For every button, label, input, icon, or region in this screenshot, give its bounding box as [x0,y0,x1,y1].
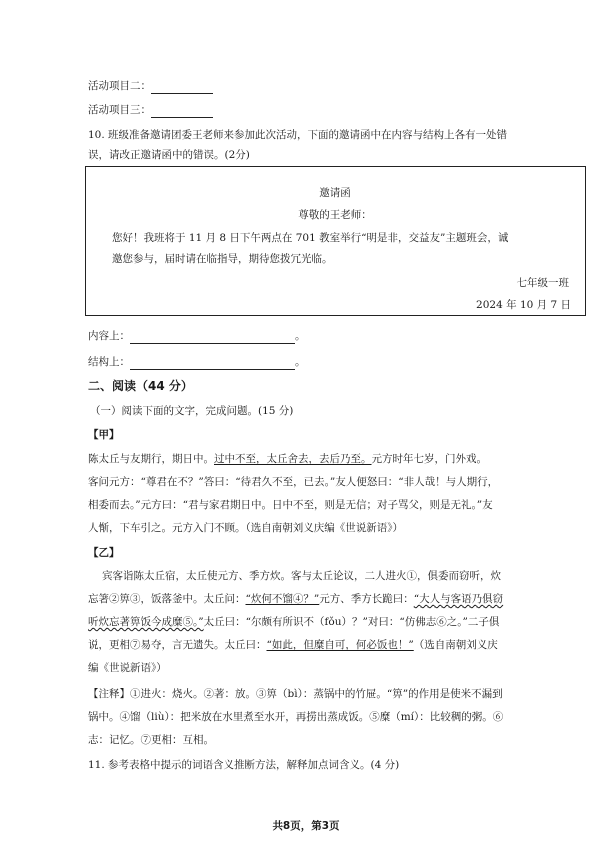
activity-item-2-label: 活动项目二： [88,80,151,92]
passage-jia-line-1-b: 过中不至，太丘舍去，去后乃至。 [214,453,372,465]
question-10-line-1: 10. 班级准备邀请团委王老师来参加此次活动，下面的邀请函中在内容与结构上各有一处错 [88,129,508,141]
letter-body-line-1: 您好！我班将于 11 月 8 日下午两点在 701 教室举行“明是非，交益友”主题班会，诚 [112,232,509,244]
answer-content-label: 内容上： [88,330,130,342]
passage-jia-label: 【甲】 [88,429,120,441]
letter-signature: 七年级一班 [516,277,569,289]
passage-yi-line-2-a: 忘箸②箅③，饭落釜中。太丘问： [88,593,246,605]
question-11: 11. 参考表格中提示的词语含义推断方法，解释加点词含义。(4 分) [88,759,400,771]
passage-yi-line-2-d: “大人与客语乃俱窃 [413,593,504,605]
section-2-heading: 二、阅读（44 分） [88,379,193,393]
letter-title: 邀请函 [319,187,351,199]
activity-item-2 [88,78,213,94]
passage-yi-line-3-a: 听炊忘著箅饭今成糜⑤。” [88,616,204,628]
activity-item-3 [88,102,213,118]
passage-jia-line-1-c: 元方时年七岁，门外戏。 [371,453,487,465]
passage-yi-line-2-c: 元方、季方长跪曰： [319,593,414,605]
passage-yi-line-5: 编《世说新语》） [88,662,167,674]
answer-structure-end: 。 [295,356,306,368]
answer-content-blank[interactable] [130,331,295,344]
activity-item-2-blank[interactable] [151,81,213,94]
section-2-sub-1: （一）阅读下面的文字，完成问题。(15 分) [90,405,294,417]
answer-structure-label: 结构上： [88,356,130,368]
passage-yi-line-2 [88,591,503,607]
passage-jia-line-2: 客问元方：“尊君在不？”答曰：“待君久不至，已去。”友人便怒曰：“非人哉！与人期行， [88,476,499,488]
notes-line-1: 【注释】①进火：烧火。②著：放。③箅（bì）：蒸锅中的竹屉。“箅”的作用是使米不漏到 [88,688,503,700]
letter-body-line-2: 邀您参与，届时请在临指导，期待您拨冗光临。 [112,253,333,265]
notes-line-3: 志：记忆。⑦更相：互相。 [88,734,214,746]
passage-yi-line-3-b: 太丘曰：“尔颇有所识不（fǒu）？”对曰：“仿佛志⑥之。”二子俱 [203,616,500,628]
letter-date: 2024 年 10 月 7 日 [476,299,571,311]
passage-yi-line-2-b: “炊何不馏④？” [245,593,320,605]
answer-structure-blank[interactable] [130,357,295,370]
activity-item-3-blank[interactable] [151,105,213,118]
invitation-letter-box [85,166,586,316]
activity-item-3-label: 活动项目三： [88,104,151,116]
passage-yi-line-4-b: “如此，但糜自可，何必饭也！” [266,639,414,651]
passage-jia-line-1 [88,451,487,467]
passage-jia-line-1-a: 陈太丘与友期行，期日中。 [88,453,214,465]
passage-yi-label: 【乙】 [88,547,120,559]
passage-jia-line-3: 相委而去。”元方曰：“君与家君期日中。日中不至，则是无信；对子骂父，则是无礼。”友 [88,499,493,511]
passage-jia-line-4: 人惭，下车引之。元方入门不顾。（选自南朝刘义庆编《世说新语》） [88,522,403,534]
passage-yi-line-4-a: 说，更相⑦易夺，言无遗失。太丘曰： [88,639,267,651]
answer-structure-row [88,354,306,370]
page-footer: 共8页，第3页 [272,820,340,832]
passage-yi-line-3 [88,614,499,630]
answer-content-row [88,328,306,344]
question-10-line-2: 误，请改正邀请函中的错误。(2分) [88,149,250,161]
passage-yi-line-1: 宾客诣陈太丘宿，太丘使元方、季方炊。客与太丘论议，二人进火①，俱委而窃听，炊 [102,570,501,582]
letter-greeting: 尊敬的王老师： [298,209,372,221]
passage-yi-line-4-c: （选自南朝刘义庆 [413,639,498,651]
answer-content-end: 。 [295,330,306,342]
notes-line-2: 锅中。④馏（liù）：把米放在水里煮至水开，再捞出蒸成饭。⑤糜（mí）：比较稠的粥。⑥ [88,711,504,723]
passage-yi-line-4 [88,637,498,653]
